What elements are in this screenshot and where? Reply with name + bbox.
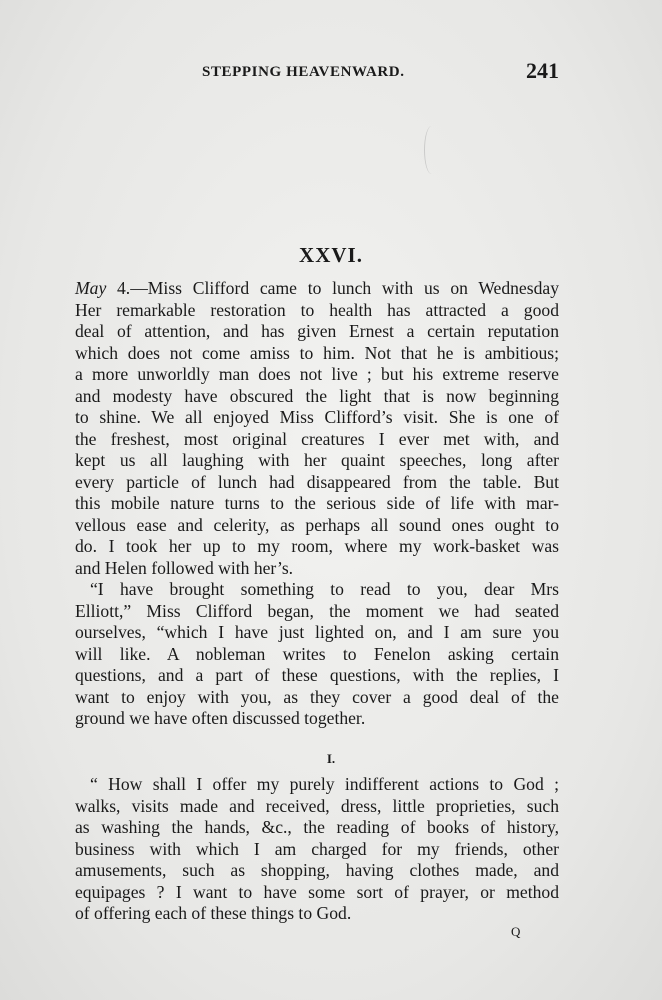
entry-line: Elliott,” Miss Clifford began, the moment we had seated bbox=[75, 600, 559, 621]
entry-line: every particle of lunch had disappeared from the table. But bbox=[75, 471, 559, 492]
entry-line: and modesty have obscured the light that is now beginning bbox=[75, 385, 559, 406]
journal-entry bbox=[75, 278, 559, 730]
section-mark: I. bbox=[326, 751, 336, 766]
entry-line: the freshest, most original creatures I ever met with, and bbox=[75, 428, 559, 449]
entry-line: questions, and a part of these questions, with the replies, I bbox=[75, 665, 559, 685]
quote-line: equipages ? I want to have some sort of prayer, or method bbox=[75, 881, 559, 902]
entry-date: May bbox=[75, 278, 107, 298]
paper-mark bbox=[424, 126, 439, 174]
quote-line: as washing the hands, &c., the reading of books of history, bbox=[75, 817, 559, 837]
entry-line: a more unworldly man does not live ; but his extreme reserve bbox=[75, 364, 559, 384]
entry-line: ground we have often discussed together. bbox=[75, 708, 366, 728]
signature-mark: Q bbox=[511, 924, 521, 939]
quote-line: of offering each of these things to God. bbox=[75, 903, 352, 923]
page-number: 241 bbox=[526, 58, 559, 83]
entry-line: kept us all laughing with her quaint speeches, long after bbox=[75, 450, 559, 470]
quote-line: business with which I am charged for my friends, other bbox=[75, 838, 559, 859]
entry-line: want to enjoy with you, as they cover a good deal of the bbox=[75, 686, 559, 707]
quoted-letter bbox=[75, 774, 559, 925]
running-title: STEPPING HEAVENWARD. bbox=[202, 64, 405, 80]
quote-line: walks, visits made and received, dress, little proprieties, such bbox=[75, 795, 559, 816]
quote-line: “ How shall I offer my purely indifferent actions to God ; bbox=[90, 774, 559, 794]
entry-line: ourselves, “which I have just lighted on, and I am sure you bbox=[75, 622, 559, 642]
running-head bbox=[75, 58, 559, 86]
entry-line: which does not come amiss to him. Not that he is ambitious; bbox=[75, 342, 559, 363]
entry-line: do. I took her up to my room, where my work-basket was bbox=[75, 536, 559, 556]
chapter-number: XXVI. bbox=[299, 243, 363, 267]
quote-line: amusements, such as shopping, having clothes made, and bbox=[75, 860, 559, 880]
entry-line: Her remarkable restoration to health has attracted a good bbox=[75, 299, 559, 320]
entry-line: “I have brought something to read to you, dear Mrs bbox=[90, 579, 559, 599]
entry-line bbox=[75, 278, 559, 300]
entry-line: this mobile nature turns to the serious side of life with mar- bbox=[75, 493, 559, 513]
entry-line: deal of attention, and has given Ernest a certain reputation bbox=[75, 321, 559, 341]
entry-line: vellous ease and celerity, as perhaps all sound ones ought to bbox=[75, 514, 559, 535]
entry-line-text: 4.—Miss Clifford came to lunch with us on Wednesday bbox=[106, 278, 559, 298]
entry-line: and Helen followed with her’s. bbox=[75, 557, 294, 578]
entry-line: to shine. We all enjoyed Miss Clifford’s visit. She is one of bbox=[75, 407, 559, 427]
entry-line: will like. A nobleman writes to Fenelon asking certain bbox=[75, 643, 559, 664]
